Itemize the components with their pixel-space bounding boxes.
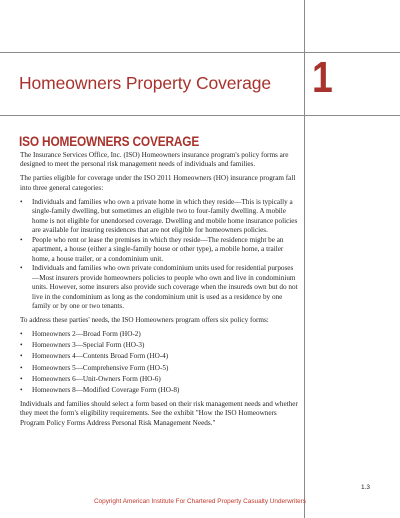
chapter-number: 1 [312,53,333,102]
section-heading: ISO HOMEOWNERS COVERAGE [19,134,200,149]
list-item: • Homeowners 3—Special Form (HO-3) [20,341,298,350]
list-item: • Homeowners 5—Comprehensive Form (HO-5) [20,364,298,373]
list-item: • Homeowners 8—Modified Coverage Form (HO-8) [20,386,298,395]
list-item: • Homeowners 6—Unit-Owners Form (HO-6) [20,375,298,384]
list-item: • Homeowners 2—Broad Form (HO-2) [20,330,298,339]
title-rule [0,115,400,116]
copyright-notice: Copyright American Institute For Chartered Property Casualty Underwriters [93,498,307,505]
list-item: • People who rent or lease the premises in which they reside—The residence might be an apartment, a house (either a single-family house or other type), a mobile home, a trailer home, a house trailer, or a condominium unit. [20,236,298,264]
list-item: • Individuals and families who own a private home in which they reside—This is typically a single-family dwelling, but sometimes an eligible two to four-family dwelling. A mobile home is not eligible for unendorsed coverage. Dwelling and mobile home insurance policies are available for insuring residences that are not eligible for homeowners policies. [20,198,298,236]
paragraph-selection: Individuals and families should select a form based on their risk management needs and whether they meet the form's eligibility requirements. See the exhibit "How the ISO Homeowners Program Policy Forms Address Personal Risk Management Needs." [20,400,298,427]
list-item: • Homeowners 4—Contents Broad Form (HO-4) [20,352,298,361]
paragraph-eligibility: The parties eligible for coverage under the ISO 2011 Homeowners (HO) insurance program fall into three general categories: [20,174,296,192]
paragraph-forms-intro: To address these parties' needs, the ISO Homeowners program offers six policy forms: [20,316,269,325]
page-number: 1.3 [361,484,371,491]
forms-list [20,330,298,395]
chapter-title: Homeowners Property Coverage [19,73,272,93]
body-text [20,151,298,433]
margin-rule [304,0,305,518]
list-item: • Individuals and families who own private condominium units used for residential purposes—Most insurers provide homeowners policies to people who own and live in condominium units. However, some insurers also provide such coverage when the insureds own but do not live in the condominium as long as the condominium unit is used as a residence by one family or by one or two tenants. [20,264,298,311]
category-list [20,198,298,312]
top-rule [0,52,400,53]
paragraph-intro: The Insurance Services Office, Inc. (ISO) Homeowners insurance program's policy forms are designed to meet the personal risk management needs of individuals and families. [20,151,289,169]
